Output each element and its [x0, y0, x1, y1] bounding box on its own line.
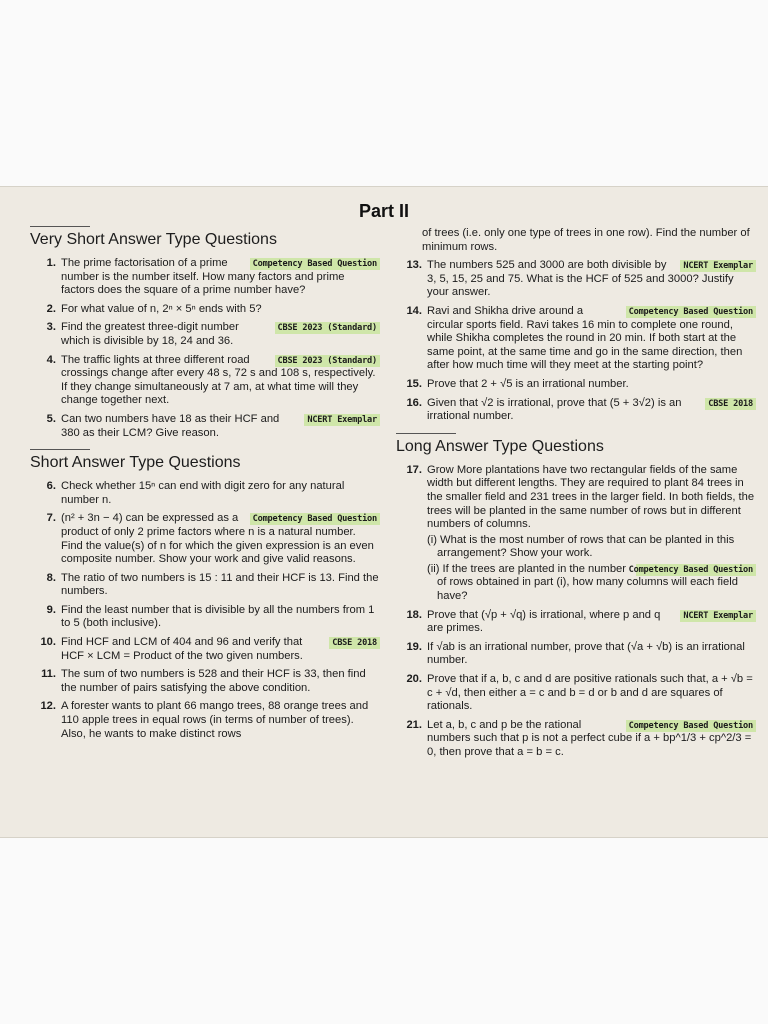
question-text: Prove that 2 + √5 is an irrational number. [427, 377, 629, 390]
question-body [427, 464, 756, 604]
right-column [396, 227, 756, 765]
question-body [61, 321, 380, 348]
question-number: 16. [406, 396, 422, 409]
question-body [427, 641, 756, 668]
question-number: 4. [46, 353, 56, 366]
page-title: Part II [358, 201, 410, 221]
question-item [30, 668, 380, 695]
textbook-page [0, 186, 768, 838]
source-tag: NCERT Exemplar [680, 260, 756, 272]
question-item [30, 480, 380, 507]
sub-question-text: (ii) If the trees are planted in the number of rows obtained in part (i), how many columns will each field have? [427, 562, 738, 603]
question-number: 6. [46, 480, 56, 493]
source-tag: Competency Based Question [250, 513, 380, 525]
question-item [30, 413, 380, 440]
question-item [30, 604, 380, 631]
question-item [30, 321, 380, 348]
question-item [30, 303, 380, 317]
question-item [396, 641, 756, 668]
question-body [427, 259, 756, 300]
question-item [396, 719, 756, 760]
question-body [61, 512, 380, 566]
source-tag: Competency Based Question [626, 306, 756, 318]
question-number: 18. [406, 608, 422, 621]
question-body [61, 303, 380, 317]
question-text: Can two numbers have 18 as their HCF and 380 as their LCM? Give reason. [61, 412, 280, 439]
question-text: Ravi and Shikha drive around a circular sports field. Ravi takes 16 min to complete one round, while Shikha completes the round in 20 min. If both start at the same point, at the same time and go in the same direction, then after how much time will they meet at the starting point? [427, 304, 743, 372]
source-tag: CBSE 2018 [705, 398, 756, 410]
question-body [61, 480, 380, 507]
question-body [427, 719, 756, 760]
question-item [30, 512, 380, 566]
question-number: 11. [41, 668, 56, 681]
question-body [61, 257, 380, 298]
question-number: 3. [46, 321, 56, 334]
question-body [61, 572, 380, 599]
question-text: The traffic lights at three different road crossings change after every 48 s, 72 s and 108 s, respectively. If they change simultaneously at 7 am, at what time will they change together next. [61, 353, 376, 407]
question-item [396, 673, 756, 714]
question-text: (n² + 3n − 4) can be expressed as a product of only 2 prime factors where n is a natural number. Find the value(s) of n for which the given expression is an even composite number. Show your work and give valid reasons. [61, 512, 374, 566]
question-body [427, 673, 756, 714]
question-body [61, 700, 380, 741]
source-tag: NCERT Exemplar [304, 414, 380, 426]
question-number: 10. [40, 636, 56, 649]
question-number: 8. [46, 571, 56, 584]
question-text: The prime factorisation of a prime number is the number itself. How many factors and prime factors does the square of a prime number have? [61, 257, 345, 297]
question-text: Check whether 15ⁿ can end with digit zero for any natural number n. [61, 480, 345, 506]
question-body [427, 397, 756, 424]
source-tag: CBSE 2023 (Standard) [275, 322, 380, 334]
question-text: Let a, b, c and p be the rational numbers such that p is not a perfect cube if a + bp^1/3 + cp^2/3 = 0, then prove that a = b = c. [427, 718, 752, 758]
sub-question [427, 563, 756, 604]
question-number: 14. [406, 304, 422, 317]
question-number: 15. [406, 377, 422, 390]
question-body [61, 413, 380, 440]
section-heading-very-short: Very Short Answer Type Questions [30, 229, 380, 249]
question-text: Grow More plantations have two rectangular fields of the same width but different lengths. They are required to plant 84 trees in the smaller field and 231 trees in the larger field. In both fields, the trees will be planted in the same number of rows but in different numbers of columns. [427, 463, 755, 531]
question-text: The ratio of two numbers is 15 : 11 and their HCF is 13. Find the numbers. [61, 571, 379, 598]
question-body [427, 305, 756, 373]
question-number: 12. [40, 700, 56, 713]
question-text: Find the greatest three-digit number which is divisible by 18, 24 and 36. [61, 321, 239, 347]
question-item [396, 464, 756, 604]
question-item [30, 257, 380, 298]
source-tag: Competency Based Question [250, 258, 380, 270]
question-body [427, 378, 756, 392]
question-number: 1. [46, 257, 56, 269]
question-12-continuation: of trees (i.e. only one type of trees in one row). Find the number of minimum rows. [422, 227, 750, 253]
question-body [61, 668, 380, 695]
question-text: For what value of n, 2ⁿ × 5ⁿ ends with 5? [61, 302, 262, 315]
sub-question: (i) What is the most number of rows that can be planted in this arrangement? Show your work. [427, 533, 735, 560]
question-body [61, 354, 380, 408]
question-item [396, 305, 756, 373]
sa-list-left [30, 480, 380, 741]
question-number: 9. [46, 603, 56, 616]
question-item [30, 700, 380, 741]
section-heading-short: Short Answer Type Questions [30, 452, 380, 472]
question-body [61, 604, 380, 631]
question-number: 21. [406, 718, 422, 731]
question-body [61, 636, 380, 663]
question-number: 19. [406, 640, 422, 653]
question-text: Prove that (√p + √q) is irrational, where p and q are primes. [427, 608, 661, 635]
question-text: The numbers 525 and 3000 are both divisible by 3, 5, 15, 25 and 75. What is the HCF of 525 and 3000? Justify your answer. [427, 259, 734, 299]
question-item [396, 378, 756, 392]
question-item [30, 572, 380, 599]
question-number: 5. [46, 412, 56, 425]
question-text: Given that √2 is irrational, prove that (5 + 3√2) is an irrational number. [427, 396, 682, 423]
left-column [30, 227, 380, 746]
section-heading-long: Long Answer Type Questions [396, 436, 756, 456]
vsa-list [30, 257, 380, 440]
question-number: 17. [406, 463, 422, 476]
question-number: 2. [46, 302, 56, 315]
question-item [396, 259, 756, 300]
question-item [396, 397, 756, 424]
source-tag: Competency Based Question [636, 564, 756, 576]
question-number: 20. [406, 673, 422, 686]
question-text: Find HCF and LCM of 404 and 96 and verify that HCF × LCM = Product of the two given numbers. [61, 636, 303, 662]
source-tag: Competency Based Question [626, 720, 756, 732]
question-number: 13. [406, 259, 422, 272]
source-tag: CBSE 2023 (Standard) [275, 355, 380, 367]
question-text: Prove that if a, b, c and d are positive rationals such that, a + √b = c + √d, then either a = c and b = d or b and d are squares of rationals. [427, 673, 753, 713]
source-tag: CBSE 2018 [329, 637, 380, 649]
question-item [30, 354, 380, 408]
question-text: If √ab is an irrational number, prove that (√a + √b) is an irrational number. [427, 640, 745, 667]
la-list [396, 609, 756, 760]
source-tag: NCERT Exemplar [680, 610, 756, 622]
question-item [30, 636, 380, 663]
question-text: Find the least number that is divisible by all the numbers from 1 to 5 (both inclusive). [61, 603, 375, 630]
question-item [396, 609, 756, 636]
question-number: 7. [46, 512, 56, 525]
question-text: A forester wants to plant 66 mango trees, 88 orange trees and 110 apple trees in equal rows (in terms of number of trees). Also, he wants to make distinct rows [61, 700, 369, 740]
question-body [427, 609, 756, 636]
question-text: The sum of two numbers is 528 and their HCF is 33, then find the number of pairs satisfying the above condition. [61, 668, 366, 694]
sa-list-right [396, 259, 756, 424]
